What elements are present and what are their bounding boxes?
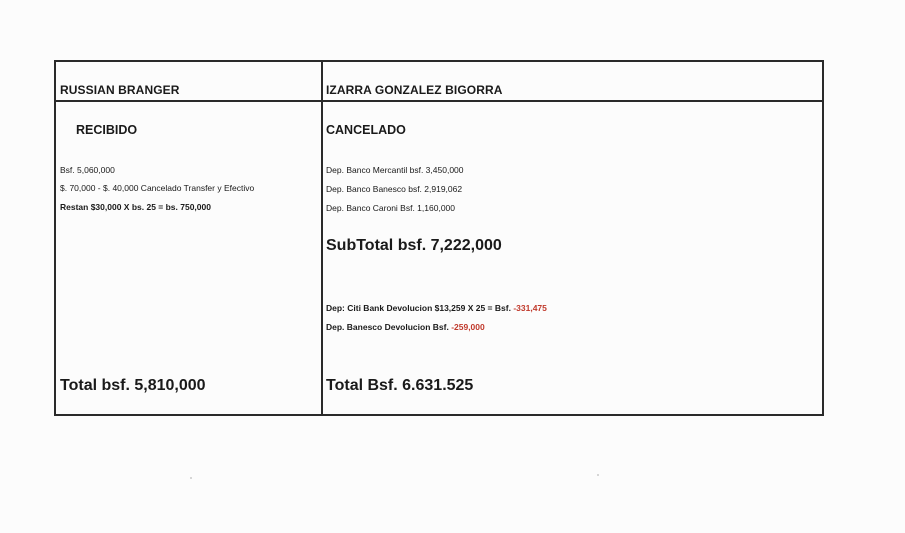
left-column-header: RUSSIAN BRANGER (60, 83, 180, 97)
column-divider (321, 62, 323, 414)
deposit-caroni: Dep. Banco Caroni Bsf. 1,160,000 (326, 203, 455, 213)
left-section-title: RECIBIDO (76, 123, 138, 137)
deposit-mercantil: Dep. Banco Mercantil bsf. 3,450,000 (326, 165, 464, 175)
right-column-header: IZARRA GONZALEZ BIGORRA (326, 83, 503, 97)
right-subtotal: SubTotal bsf. 7,222,000 (326, 237, 502, 254)
left-line-cancelled: $. 70,000 - $. 40,000 Cancelado Transfer y Efectivo (60, 183, 255, 193)
header-divider (56, 100, 822, 102)
left-line-remaining: Restan $30,000 X bs. 25 = bs. 750,000 (60, 202, 211, 212)
devolution-label: Dep. Banesco Devolucion Bsf. (326, 322, 449, 332)
devolution-banesco (326, 322, 485, 332)
devolution-amount: -259,000 (451, 322, 485, 332)
devolution-citibank (326, 303, 547, 313)
right-section-title: CANCELADO (326, 123, 406, 137)
scan-speck (190, 477, 192, 479)
payment-summary-table (54, 60, 824, 416)
scan-speck (597, 474, 599, 476)
left-total: Total bsf. 5,810,000 (60, 377, 206, 394)
deposit-banesco: Dep. Banco Banesco bsf. 2,919,062 (326, 184, 463, 194)
devolution-label: Dep: Citi Bank Devolucion $13,259 X 25 = Bsf. (326, 303, 511, 313)
devolution-amount: -331,475 (513, 303, 547, 313)
left-line-amount: Bsf. 5,060,000 (60, 165, 115, 175)
right-total: Total Bsf. 6.631.525 (326, 377, 474, 394)
